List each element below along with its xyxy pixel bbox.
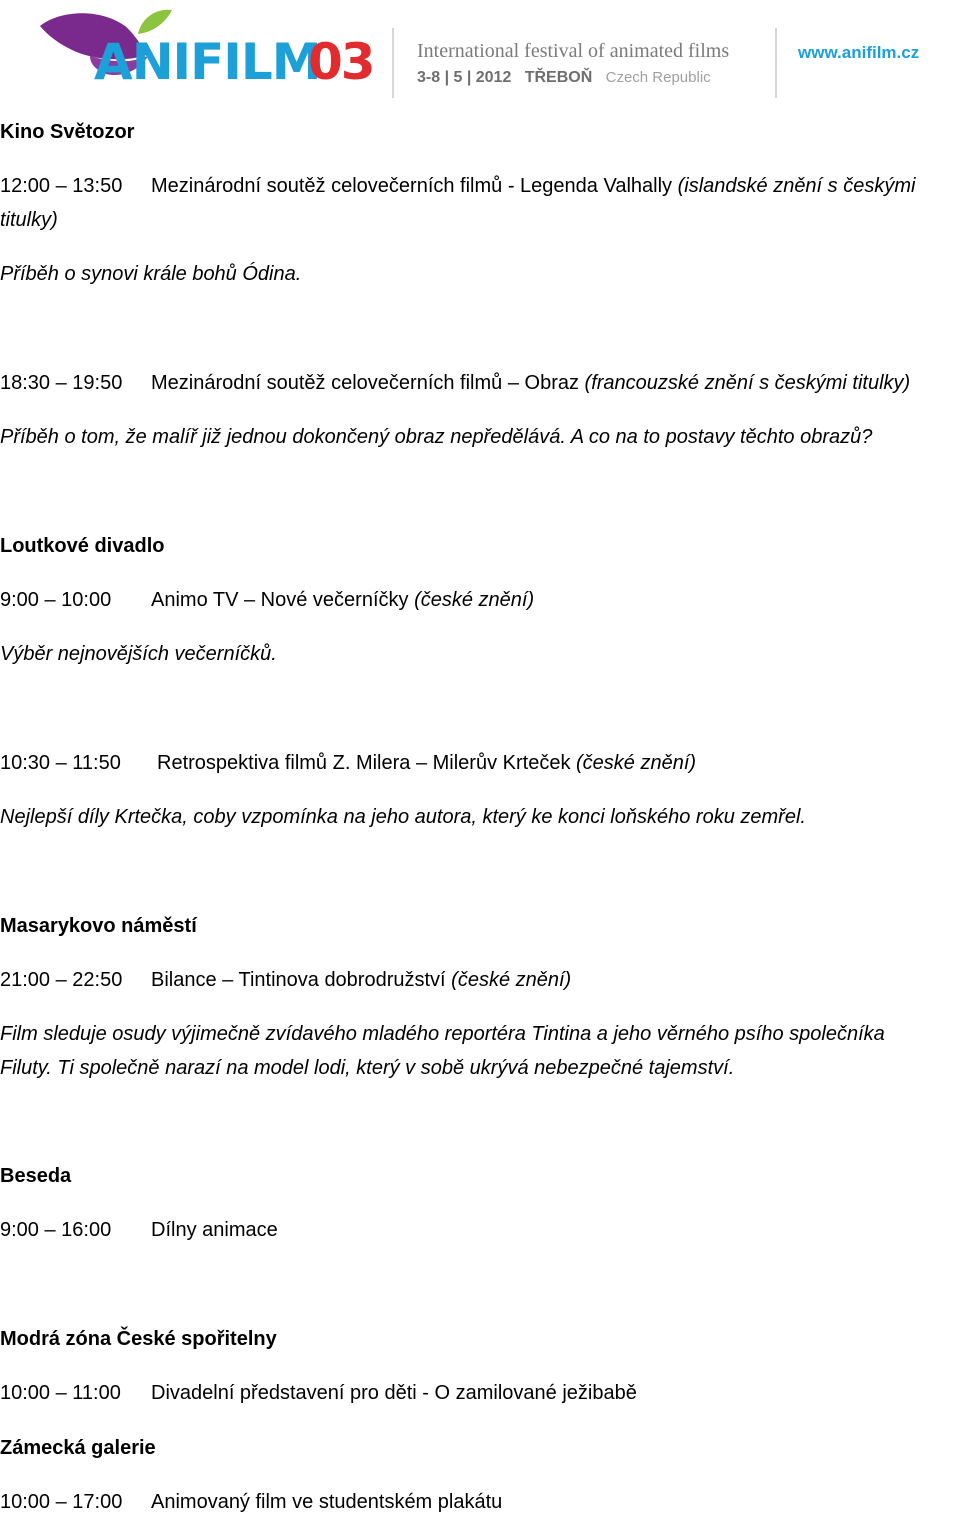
festival-dates: 3-8 | 5 | 2012 (417, 69, 512, 86)
event-description: Příběh o tom, že malíř již jednou dokončený obraz nepředělává. A co na to postavy těchto obrazů? (0, 426, 873, 448)
event-row (0, 967, 571, 993)
event-row (0, 1489, 502, 1515)
event-description: Příběh o synovi krále bohů Ódina. (0, 263, 302, 285)
event-row (0, 173, 915, 199)
festival-title: International festival of animated films (417, 40, 730, 62)
event-time: 10:30 – 11:50 (0, 752, 121, 774)
website-link[interactable]: www.anifilm.cz (798, 43, 920, 62)
festival-city: TŘEBOŇ (524, 69, 593, 86)
event-description: Nejlepší díly Krtečka, coby vzpomínka na jeho autora, který ke konci loňského roku zemřel. (0, 806, 806, 828)
event-title: Animovaný film ve studentském plakátu (151, 1491, 503, 1513)
event-language-note: (francouzské znění s českými titulky) (584, 372, 911, 394)
event-title: Dílny animace (151, 1219, 278, 1241)
event-time: 9:00 – 16:00 (0, 1219, 112, 1241)
event-row (0, 1380, 637, 1406)
event-time: 18:30 – 19:50 (0, 372, 123, 394)
venue-heading: Zámecká galerie (0, 1437, 156, 1459)
event-language-note: (české znění) (451, 969, 572, 991)
event-title: Mezinárodní soutěž celovečerních filmů - Legenda Valhally (151, 175, 678, 197)
festival-banner (0, 0, 960, 106)
event-time: 9:00 – 10:00 (0, 589, 112, 611)
event-time: 12:00 – 13:50 (0, 175, 123, 197)
event-language-note: (islandské znění s českými (677, 175, 916, 197)
event-description: Film sleduje osudy výjimečně zvídavého mladého reportéra Tintina a jeho věrného psího společníka (0, 1023, 885, 1045)
header-divider-2 (775, 28, 777, 98)
event-language-note: (české znění) (576, 752, 697, 774)
event-title: Divadelní představení pro děti - O zamilované ježibabě (151, 1382, 637, 1404)
venue-heading: Loutkové divadlo (0, 535, 165, 557)
event-title: Retrospektiva filmů Z. Milera – Milerův Krteček (157, 752, 577, 774)
event-title: Mezinárodní soutěž celovečerních filmů – Obraz (151, 372, 585, 394)
festival-dates-location (417, 69, 711, 87)
event-title: Bilance – Tintinova dobrodružství (151, 969, 452, 991)
festival-country: Czech Republic (605, 69, 711, 86)
venue-heading: Masarykovo náměstí (0, 915, 197, 937)
event-language-note: (české znění) (414, 589, 535, 611)
venue-heading: Kino Světozor (0, 121, 135, 143)
event-description: Výběr nejnovějších večerníčků. (0, 643, 277, 665)
event-row (0, 370, 910, 396)
event-time: 10:00 – 11:00 (0, 1382, 121, 1404)
event-title: Animo TV – Nové večerníčky (151, 589, 415, 611)
logo-wordmark: ANIFILM (94, 33, 321, 91)
event-row (0, 750, 696, 776)
event-description-continued: Filuty. Ti společně narazí na model lodi, který v sobě ukrývá nebezpečné tajemství. (0, 1057, 735, 1079)
logo-edition-number: 03 (308, 33, 374, 91)
event-row (0, 1217, 278, 1243)
venue-heading: Modrá zóna České spořitelny (0, 1328, 277, 1350)
event-time: 10:00 – 17:00 (0, 1491, 123, 1513)
header-divider (392, 28, 394, 98)
event-time: 21:00 – 22:50 (0, 969, 123, 991)
event-language-note-continued: titulky) (0, 209, 58, 231)
venue-heading: Beseda (0, 1165, 72, 1187)
event-row (0, 587, 534, 613)
